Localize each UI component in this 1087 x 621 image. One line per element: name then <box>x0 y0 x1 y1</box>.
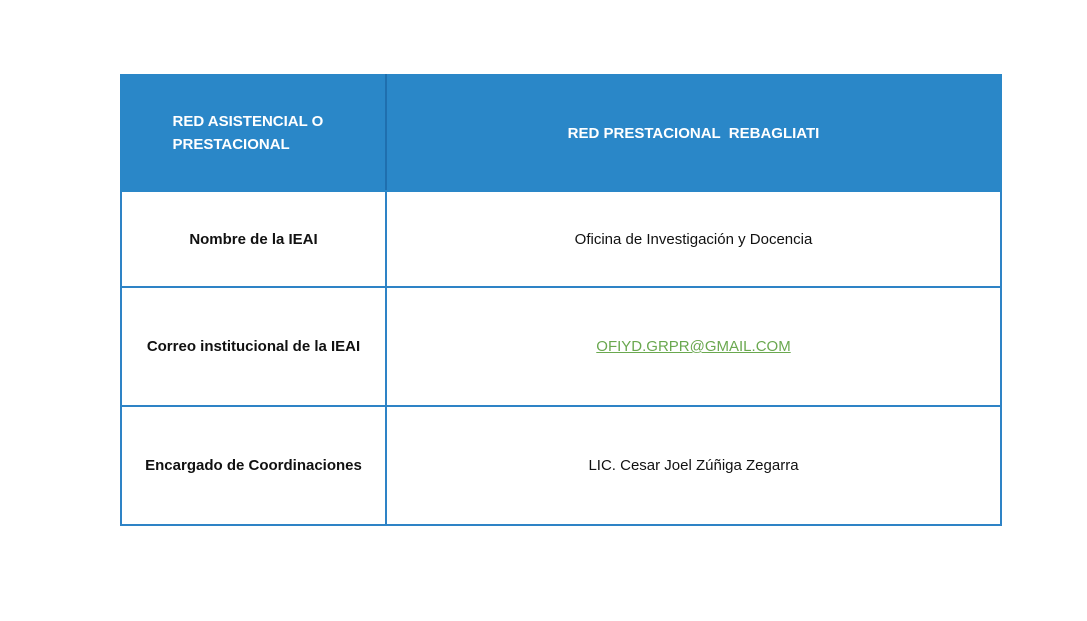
row-label-correo: Correo institucional de la IEAI <box>121 287 386 406</box>
header-label-cell <box>121 75 386 191</box>
header-value-cell <box>386 75 1001 191</box>
row-value-encargado: LIC. Cesar Joel Zúñiga Zegarra <box>386 406 1001 525</box>
row-label-encargado: Encargado de Coordinaciones <box>121 406 386 525</box>
row-value-nombre: Oficina de Investigación y Docencia <box>386 191 1001 287</box>
row-value-correo-cell <box>386 287 1001 406</box>
header-value: RED PRESTACIONAL REBAGLIATI <box>567 124 820 142</box>
table-row <box>121 287 1001 406</box>
row-label-nombre: Nombre de la IEAI <box>121 191 386 287</box>
header-label: RED ASISTENCIAL O PRESTACIONAL <box>172 113 324 153</box>
email-link[interactable]: OFIYD.GRPR@GMAIL.COM <box>596 338 791 355</box>
table-header-row <box>121 75 1001 191</box>
table-row <box>121 406 1001 525</box>
table-row <box>121 191 1001 287</box>
ieai-info-table <box>120 74 1002 526</box>
